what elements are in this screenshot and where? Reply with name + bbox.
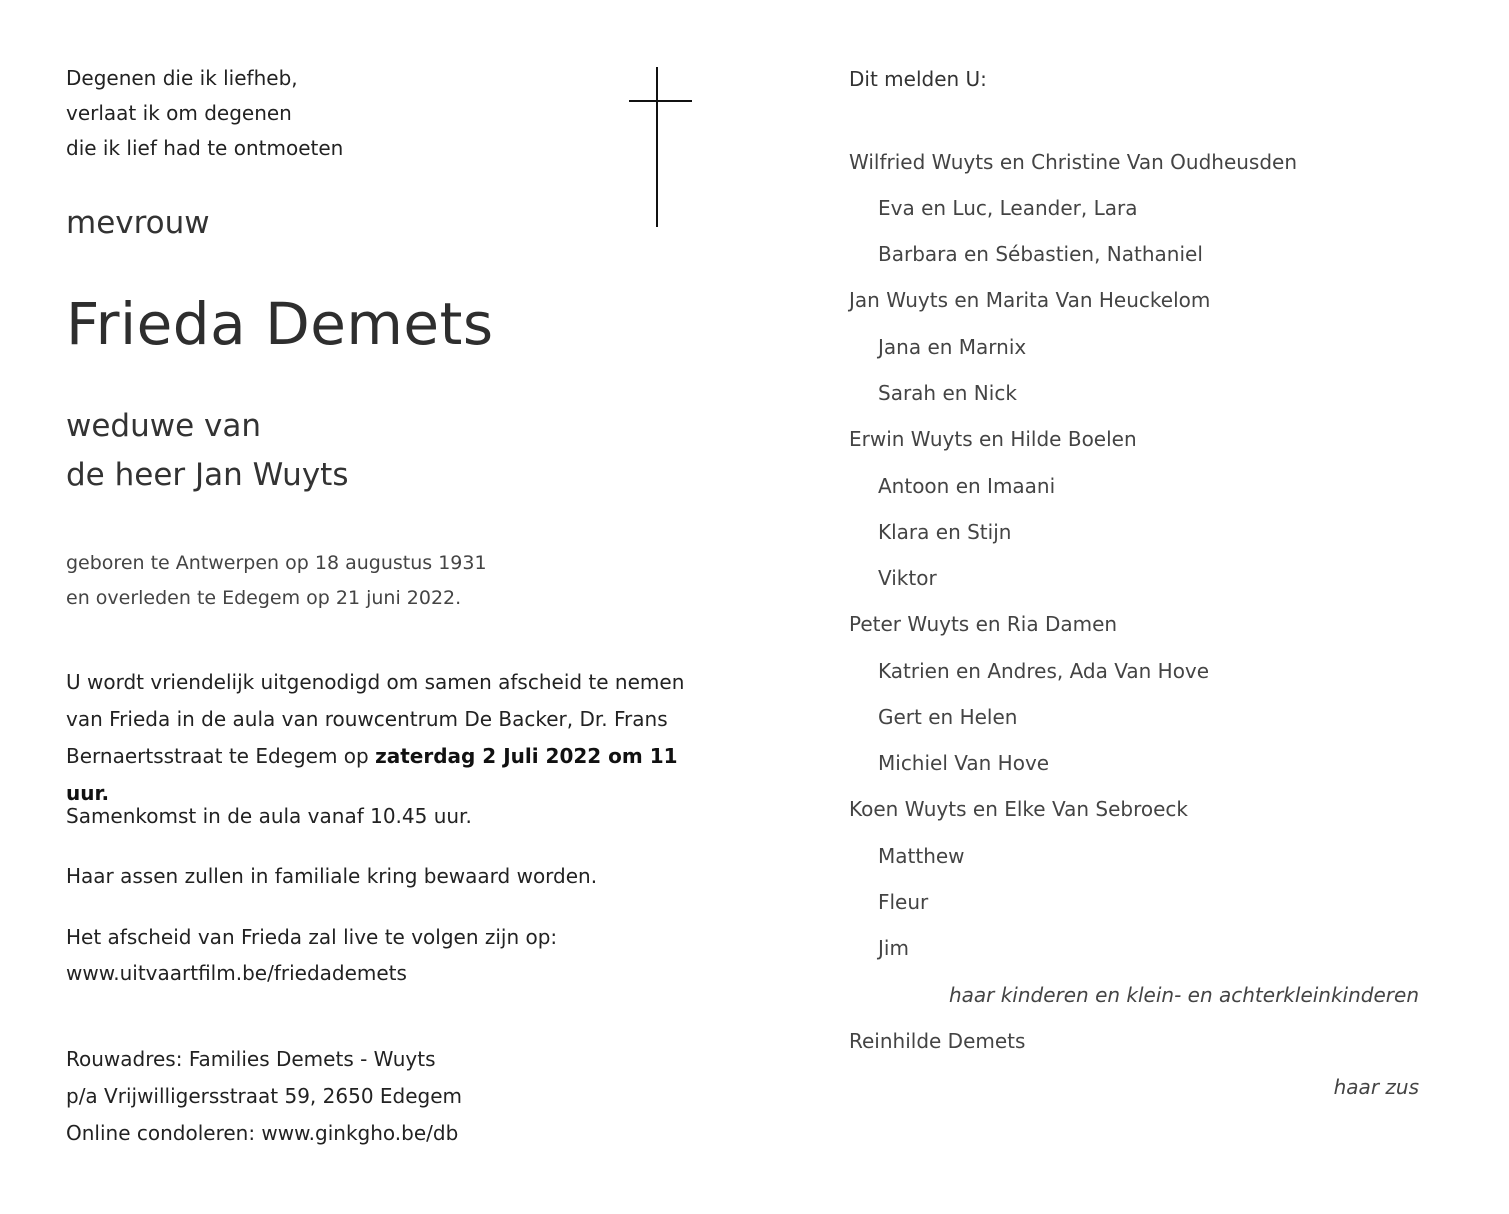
family-grandchild: Jana en Marnix (878, 335, 1027, 359)
announce-heading: Dit melden U: (849, 67, 987, 91)
birth-line: geboren te Antwerpen op 18 augustus 1931 (66, 552, 487, 574)
title-prefix: mevrouw (66, 205, 210, 241)
death-line: en overleden te Edegem op 21 juni 2022. (66, 587, 462, 609)
sister-caption: haar zus (1333, 1075, 1419, 1099)
poem-line: verlaat ik om degenen (66, 101, 292, 125)
address-line: Rouwadres: Families Demets - Wuyts (66, 1047, 436, 1071)
address-block (66, 1041, 462, 1152)
family-grandchild: Klara en Stijn (878, 520, 1012, 544)
sister-name: Reinhilde Demets (849, 1029, 1026, 1053)
invitation-date: zaterdag 2 Juli 2022 om 11 uur. (66, 744, 678, 805)
life-dates (66, 546, 487, 616)
widow-of (66, 402, 348, 500)
cross-icon-bar (629, 100, 692, 102)
children-caption: haar kinderen en klein- en achterkleinkinderen (948, 983, 1419, 1007)
livestream-url[interactable]: www.uitvaartfilm.be/friedademets (66, 961, 407, 985)
poem-line: die ik lief had te ontmoeten (66, 136, 344, 160)
poem-line: Degenen die ik liefheb, (66, 66, 298, 90)
family-grandchild: Katrien en Andres, Ada Van Hove (878, 659, 1210, 683)
poem (66, 61, 343, 166)
family-grandchild: Michiel Van Hove (878, 751, 1050, 775)
condolence-line[interactable]: Online condoleren: www.ginkgho.be/db (66, 1121, 459, 1145)
family-grandchild: Sarah en Nick (878, 381, 1017, 405)
family-grandchild: Gert en Helen (878, 705, 1018, 729)
family-grandchild: Jim (878, 936, 909, 960)
family-parent: Wilfried Wuyts en Christine Van Oudheusden (849, 150, 1298, 174)
family-parent: Koen Wuyts en Elke Van Sebroeck (849, 797, 1188, 821)
family-grandchild: Eva en Luc, Leander, Lara (878, 196, 1138, 220)
deceased-name: Frieda Demets (66, 290, 494, 358)
family-grandchild: Barbara en Sébastien, Nathaniel (878, 242, 1203, 266)
invitation (66, 664, 706, 812)
family-grandchild: Fleur (878, 890, 929, 914)
family-grandchild: Matthew (878, 844, 965, 868)
invitation-text: U wordt vriendelijk uitgenodigd om samen afscheid te nemen van Frieda in de aula van rouwcentrum De Backer, Dr. Frans Bernaertsstraat te Edegem op (66, 670, 685, 768)
address-line: p/a Vrijwilligersstraat 59, 2650 Edegem (66, 1084, 463, 1108)
family-grandchild: Antoon en Imaani (878, 474, 1056, 498)
gathering: Samenkomst in de aula vanaf 10.45 uur. (66, 804, 472, 828)
family-parent: Peter Wuyts en Ria Damen (849, 612, 1118, 636)
ashes-note: Haar assen zullen in familiale kring bewaard worden. (66, 864, 598, 888)
widow-line: de heer Jan Wuyts (66, 457, 349, 493)
family-parent: Erwin Wuyts en Hilde Boelen (849, 427, 1137, 451)
family-grandchild: Viktor (878, 566, 937, 590)
livestream (66, 919, 557, 991)
livestream-text: Het afscheid van Frieda zal live te volgen zijn op: (66, 925, 558, 949)
cross-icon (656, 67, 658, 227)
widow-line: weduwe van (66, 408, 262, 444)
family-parent: Jan Wuyts en Marita Van Heuckelom (849, 288, 1211, 312)
